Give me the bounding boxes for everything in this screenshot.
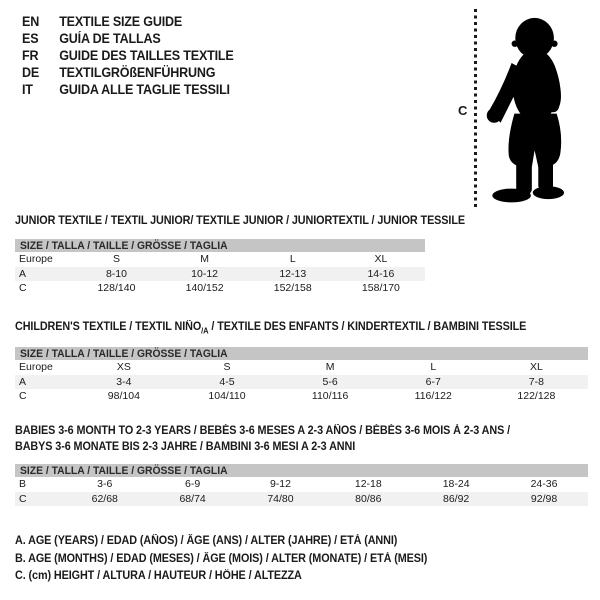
babies-size-table (15, 464, 588, 506)
guide-title-en: TEXTILE SIZE GUIDE (59, 14, 183, 29)
size-header-label: SIZE / TALLA / TAILLE / GRÖSSE / TAGLIA (20, 347, 228, 360)
row-label: C (15, 492, 61, 507)
table-cell: 8-10 (72, 267, 160, 282)
table-row (15, 389, 588, 404)
column-header: XL (529, 361, 543, 374)
table-cell: 128/140 (97, 282, 136, 295)
column-header: XS (116, 361, 131, 374)
table-cell: 12-13 (249, 267, 337, 282)
column-header: M (200, 253, 209, 266)
row-label: B (19, 478, 27, 491)
babies-title-line1: BABIES 3-6 MONTH TO 2-3 YEARS / BEBÉS 3-6 MESES A 2-3 AÑOS / BÉBÉS 3-6 MOIS À 2-3 ANS / (15, 425, 511, 437)
table-cell: 3-6 (97, 478, 113, 491)
footnote-c: C. (cm) HEIGHT / ALTURA / HAUTEUR / HÖHE / ALTEZZA (15, 570, 302, 582)
size-header-bar (15, 464, 588, 477)
lang-code: FR (22, 48, 39, 63)
column-header: Europe (19, 361, 53, 374)
row-label: A (15, 267, 72, 282)
table-cell: 152/158 (273, 282, 312, 295)
column-header: XL (374, 253, 388, 266)
table-row (15, 267, 425, 282)
column-header: Europe (19, 253, 53, 266)
table-cell: 6-7 (382, 375, 485, 390)
table-cell: 7-8 (485, 375, 588, 390)
height-measure-label: C (458, 103, 468, 118)
lang-row-fr (22, 47, 234, 64)
lang-row-en (22, 13, 234, 30)
children-title-sub: /A (201, 326, 209, 336)
table-cell: 92/98 (500, 492, 588, 507)
lang-code: ES (22, 31, 39, 46)
table-cell: 116/122 (414, 390, 452, 403)
children-title-pre: CHILDREN'S TEXTILE / TEXTIL NIÑO (15, 321, 202, 333)
row-label: C (19, 282, 27, 295)
column-header: S (112, 253, 120, 266)
children-title-post: / TEXTILE DES ENFANTS / KINDERTEXTIL / BAMBINI TESSILE (208, 321, 527, 333)
lang-row-it (22, 81, 234, 98)
table-cell: 80/86 (324, 492, 412, 507)
lang-code: EN (22, 14, 40, 29)
table-cell: 12-18 (354, 478, 382, 491)
size-header-label: SIZE / TALLA / TAILLE / GRÖSSE / TAGLIA (20, 464, 228, 477)
column-header: L (289, 253, 296, 266)
table-cell: 140/152 (185, 282, 224, 295)
row-label: A (15, 375, 72, 390)
table-cell: 6-9 (185, 478, 201, 491)
column-header: S (223, 361, 231, 374)
footnote-a: A. AGE (YEARS) / EDAD (AÑOS) / ÂGE (ANS) / ALTER (JAHRE) / ETÀ (ANNI) (15, 535, 398, 547)
table-cell: 14-16 (337, 267, 425, 282)
guide-title-it: GUIDA ALLE TAGLIE TESSILI (59, 82, 230, 97)
table-row (15, 360, 588, 375)
table-cell: 5-6 (279, 375, 382, 390)
size-header-bar (15, 347, 588, 360)
baby-silhouette-icon (484, 8, 576, 210)
guide-title-es: GUÍA DE TALLAS (59, 31, 161, 46)
column-header: M (325, 361, 335, 374)
footnote-b: B. AGE (MONTHS) / EDAD (MESES) / ÂGE (MOIS) / ALTER (MONATE) / ETÀ (MESI) (15, 552, 428, 565)
table-cell: 74/80 (237, 492, 325, 507)
table-row (15, 492, 588, 507)
table-cell: 98/104 (107, 390, 140, 403)
table-cell: 4-5 (175, 375, 278, 390)
size-header-bar (15, 239, 425, 252)
lang-code: DE (22, 65, 40, 80)
table-cell: 86/92 (412, 492, 500, 507)
babies-title-line2: BABYS 3-6 MONATE BIS 2-3 JAHRE / BAMBINI 3-6 MESI A 2-3 ANNI (15, 441, 356, 453)
table-cell: 62/68 (61, 492, 149, 507)
lang-row-de (22, 64, 234, 81)
table-row (15, 477, 588, 492)
table-row (15, 375, 588, 390)
table-cell: 158/170 (361, 282, 400, 295)
footnote-legend (15, 533, 454, 586)
junior-size-table (15, 239, 425, 296)
guide-title-de: TEXTILGRÖßENFÜHRUNG (59, 65, 216, 80)
children-section-title (15, 319, 526, 339)
table-row (15, 252, 425, 267)
row-label: C (19, 390, 27, 403)
children-size-table (15, 347, 588, 404)
size-header-label: SIZE / TALLA / TAILLE / GRÖSSE / TAGLIA (20, 239, 228, 252)
baby-figure-area (450, 5, 598, 217)
table-cell: 104/110 (208, 390, 246, 403)
height-measure-line (474, 9, 477, 209)
table-cell: 9-12 (269, 478, 291, 491)
table-cell: 122/128 (517, 390, 556, 403)
lang-code: IT (22, 82, 33, 97)
table-cell: 110/116 (311, 390, 349, 403)
table-row (15, 281, 425, 296)
table-cell: 10-12 (161, 267, 249, 282)
language-title-block (22, 13, 250, 98)
guide-title-fr: GUIDE DES TAILLES TEXTILE (59, 48, 234, 63)
table-cell: 3-4 (72, 375, 175, 390)
table-cell: 24-36 (530, 478, 558, 491)
table-cell: 68/74 (149, 492, 237, 507)
table-cell: 18-24 (442, 478, 470, 491)
column-header: L (430, 361, 437, 374)
junior-section-title: JUNIOR TEXTILE / TEXTIL JUNIOR/ TEXTILE JUNIOR / JUNIORTEXTIL / JUNIOR TESSILE (15, 215, 465, 227)
lang-row-es (22, 30, 234, 47)
babies-section-title (15, 423, 510, 455)
